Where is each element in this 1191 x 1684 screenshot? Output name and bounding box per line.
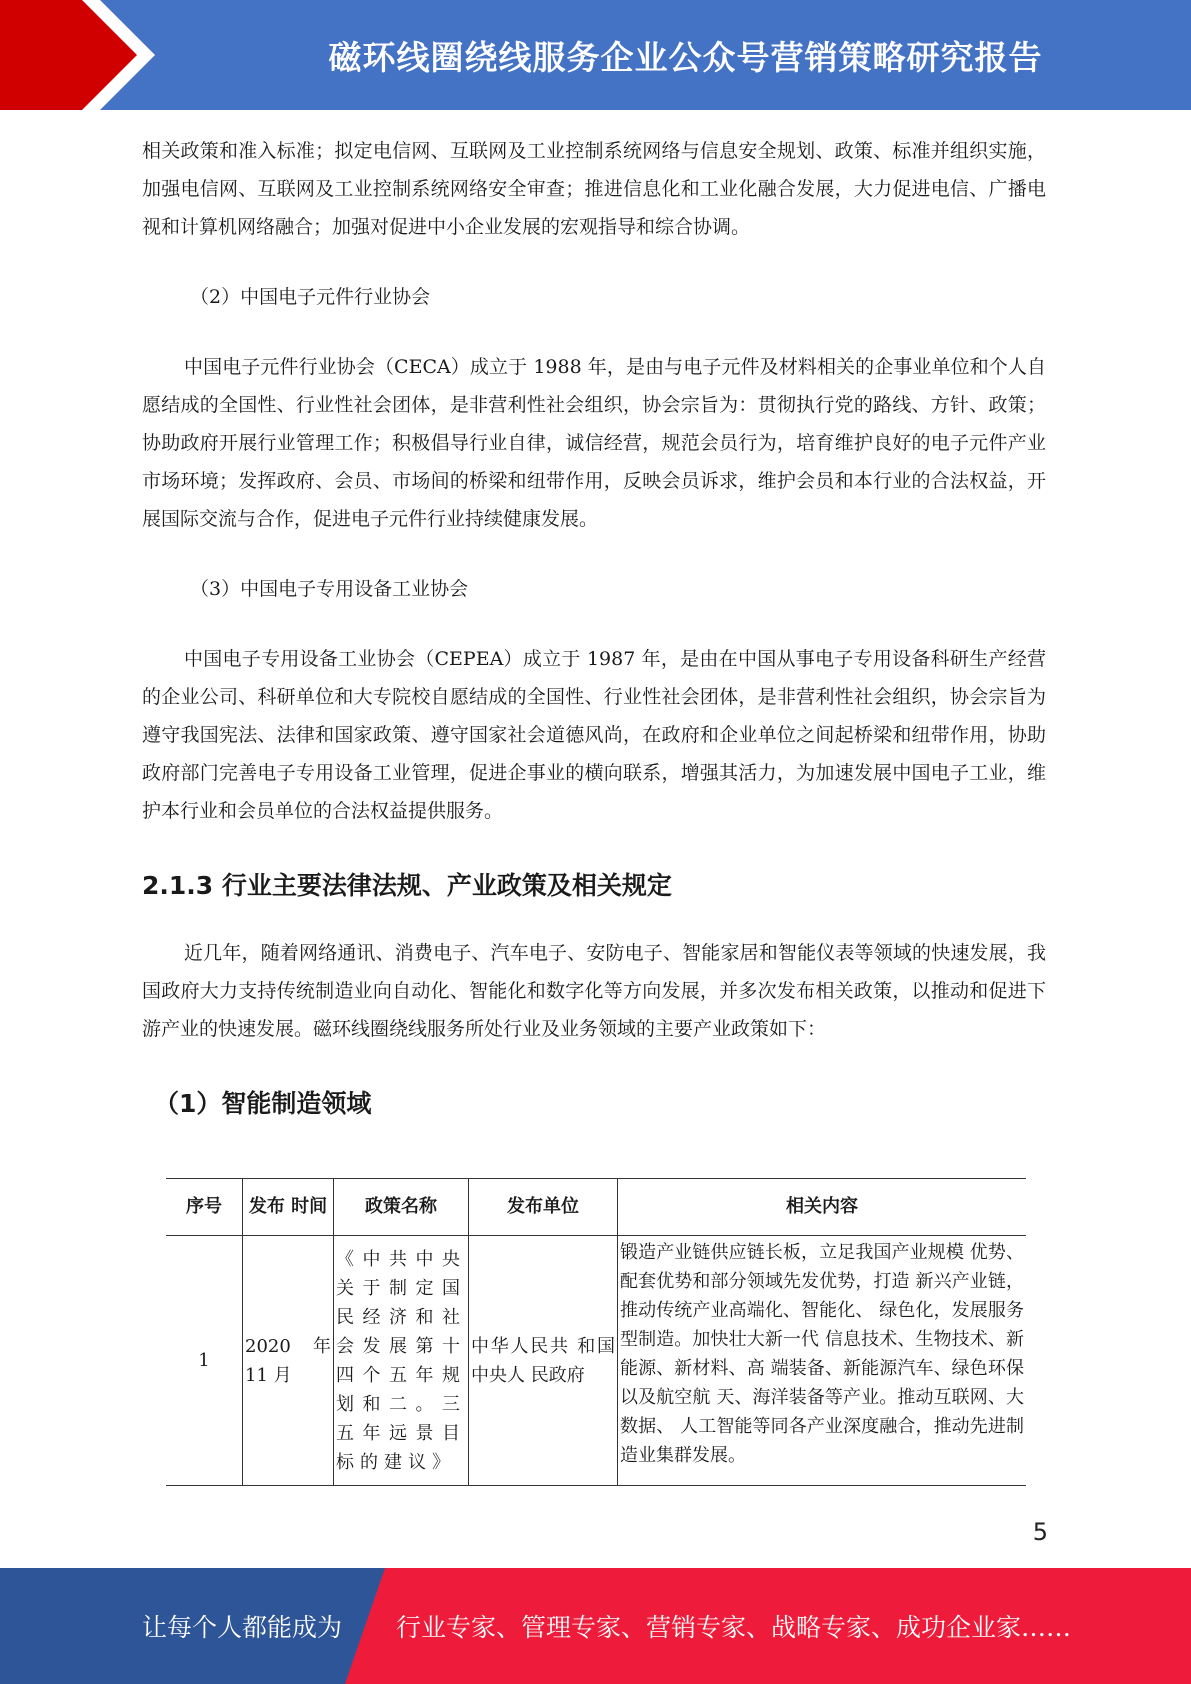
- header-date: 发布 时间: [243, 1179, 334, 1236]
- cell-content: 锻造产业链供应链长板，立足我国产业规模 优势、配套优势和部分领域先发优势，打造 新兴产业链，推动传统产业高端化、智能化、 绿色化，发展服务型制造。加快壮大新一代 信息技术、生物技术、新能源、新材料、高 端装备、新能源汽车、绿色环保以及航空航 天、海洋装备等产业。推动互联网、大数据、 人工智能等同各产业深度融合，推动先进制 造业集群发展。: [618, 1236, 1027, 1486]
- section-heading: 2.1.3 行业主要法律法规、产业政策及相关规定: [142, 871, 672, 900]
- cell-date: 2020 年 11 月: [243, 1236, 334, 1486]
- cell-no: 1: [166, 1236, 243, 1486]
- policy-table: [166, 1178, 1026, 1486]
- header-content: 相关内容: [618, 1179, 1027, 1236]
- report-title: 磁环线圈绕线服务企业公众号营销策略研究报告: [328, 37, 1043, 77]
- subsection-heading: （1）智能制造领域: [154, 1089, 372, 1118]
- page-number: 5: [1032, 1518, 1048, 1546]
- subheading-ceca: （2）中国电子元件行业协会: [190, 286, 431, 308]
- header-name: 政策名称: [334, 1179, 469, 1236]
- paragraph-ceca: 中国电子元件行业协会（CECA）成立于 1988 年，是由与电子元件及材料相关的企事业单位和个人自愿结成的全国性、行业性社会团体，是非营利性社会组织，协会宗旨为：贯彻执行党的路线、方针、政策；协助政府开展行业管理工作；积极倡导行业自律，诚信经营，规范会员行为，培育维护良好的电子元件产业市场环境；发挥政府、会员、市场间的桥梁和纽带作用，反映会员诉求，维护会员和本行业的合法权益，开展国际交流与合作，促进电子元件行业持续健康发展。: [142, 356, 1046, 530]
- cell-issuer: 中华人民共 和国中央人 民政府: [469, 1236, 618, 1486]
- intro-paragraph: 相关政策和准入标准；拟定电信网、互联网及工业控制系统网络与信息安全规划、政策、标准并组织实施，加强电信网、互联网及工业控制系统网络安全审查；推进信息化和工业化融合发展，大力促进电信、广播电视和计算机网络融合；加强对促进中小企业发展的宏观指导和综合协调。: [142, 140, 1046, 238]
- page-header: [0, 0, 1191, 110]
- footer-slogan-left: 让每个人都能成为: [142, 1613, 343, 1642]
- paragraph-cepea: 中国电子专用设备工业协会（CEPEA）成立于 1987 年，是由在中国从事电子专用设备科研生产经营的企业公司、科研单位和大专院校自愿结成的全国性、行业性社会团体，是非营利性社会组织，协会宗旨为遵守我国宪法、法律和国家政策、遵守国家社会道德风尚，在政府和企业单位之间起桥梁和纽带作用，协助政府部门完善电子专用设备工业管理，促进企事业的横向联系，增强其活力，为加速发展中国电子工业，维护本行业和会员单位的合法权益提供服务。: [142, 648, 1046, 822]
- cell-policy-name: 《中共中央关于制定国民经济和社会发展第十四个五年规划和二。三五年远景目标的建议》: [334, 1236, 469, 1486]
- header-unit: 发布单位: [469, 1179, 618, 1236]
- table-header-row: [166, 1179, 1026, 1236]
- subheading-cepea: （3）中国电子专用设备工业协会: [190, 578, 469, 600]
- section-paragraph: 近几年，随着网络通讯、消费电子、汽车电子、安防电子、智能家居和智能仪表等领域的快速发展，我国政府大力支持传统制造业向自动化、智能化和数字化等方向发展，并多次发布相关政策，以推动和促进下游产业的快速发展。磁环线圈绕线服务所处行业及业务领域的主要产业政策如下：: [142, 942, 1046, 1040]
- header-no: 序号: [166, 1179, 243, 1236]
- page-body: [142, 132, 1046, 1124]
- table-row: [166, 1236, 1026, 1486]
- footer-slogan-right: 行业专家、管理专家、营销专家、战略专家、成功企业家……: [396, 1613, 1072, 1642]
- page-footer: [0, 1568, 1191, 1684]
